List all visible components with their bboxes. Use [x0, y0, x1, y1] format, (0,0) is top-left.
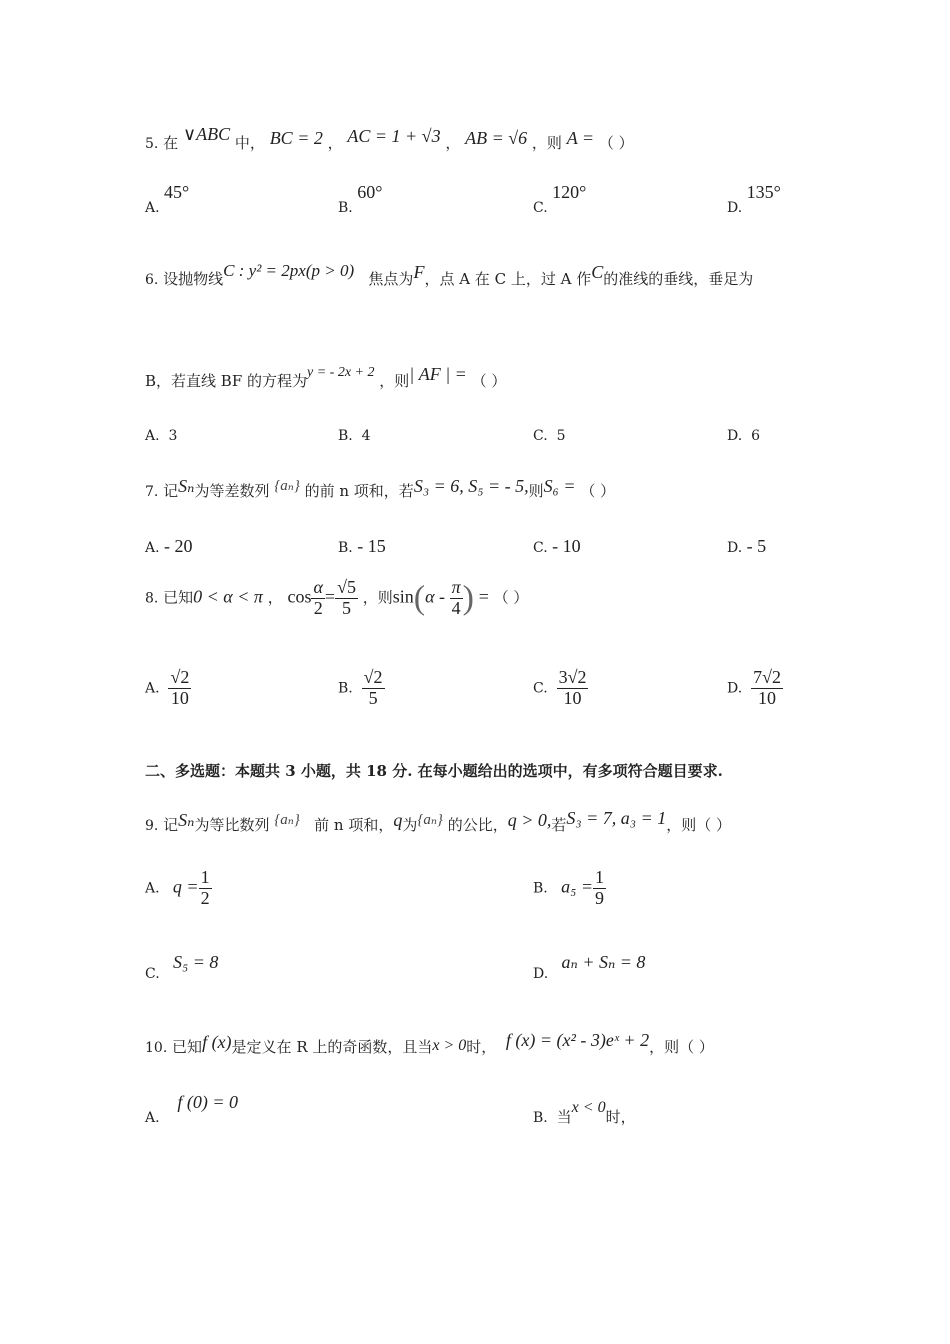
q9-cond: S₃ = 7, a₃ = 1 — [566, 808, 667, 828]
option-value: - 15 — [357, 536, 386, 556]
option-num: √2 — [363, 667, 383, 687]
q6-option-a — [145, 428, 177, 444]
q8-sin: sin — [392, 586, 414, 607]
q5-ac: AC = 1 + √3 — [347, 126, 441, 146]
q7-an: {aₙ} — [274, 478, 300, 494]
q9-number: 9. — [145, 818, 159, 834]
option-label: B. — [533, 880, 548, 897]
option-value: S₅ = 8 — [173, 952, 219, 972]
option-value: 135° — [746, 182, 781, 202]
q8-option-d — [727, 668, 783, 709]
q9-qcond: q > 0, — [507, 810, 552, 830]
option-value: 3 — [168, 428, 178, 444]
q5-ask: A = — [566, 128, 595, 148]
q7-sn: Sₙ — [178, 476, 195, 496]
option-value: 4 — [361, 428, 371, 444]
option-den: 10 — [758, 687, 777, 708]
q8-rhs-num: √5 — [337, 577, 356, 597]
q6-c: C — [591, 262, 604, 282]
option-value: - 20 — [164, 536, 193, 556]
q6-text3: ，点 A 在 C 上，过 A 作 — [424, 270, 592, 288]
q8-sin-in: α - — [425, 586, 450, 607]
q7-t3: 的前 n 项和，若 — [304, 482, 414, 500]
option-value: 45° — [164, 182, 190, 202]
q7-option-d — [727, 536, 766, 557]
option-label: A. — [145, 428, 160, 444]
q5-option-a — [145, 182, 190, 217]
q7-option-c — [533, 536, 581, 557]
q6-option-d — [727, 428, 760, 444]
q10-t3: 时， — [466, 1038, 497, 1056]
option-label: B. — [338, 428, 353, 444]
option-den: 10 — [563, 687, 582, 708]
q8-option-c — [533, 668, 588, 709]
q7-option-a — [145, 536, 193, 557]
q7-line — [145, 476, 616, 501]
q8-lparen: ( — [413, 579, 426, 617]
option-label: A. — [145, 680, 160, 697]
option-frac — [168, 668, 191, 709]
q9-option-c — [145, 952, 219, 983]
q8-t1: 已知 — [163, 588, 194, 607]
q6-paren: （ ） — [471, 372, 507, 390]
q5-ab: AB = √6 — [465, 128, 528, 148]
q8-t2: ，则 — [362, 588, 393, 607]
option-label: D. — [727, 680, 743, 697]
q8-cos: cos — [287, 586, 312, 607]
q6-number: 6. — [145, 272, 159, 288]
q8-pi-den: 4 — [451, 597, 461, 618]
q6-text2: 焦点为 — [368, 270, 414, 288]
option-frac — [593, 868, 606, 909]
q10-formula: f (x) = (x² - 3)eˣ + 2 — [505, 1030, 650, 1050]
option-label: C. — [533, 680, 548, 697]
option-label: A. — [145, 1110, 160, 1126]
q10-number: 10. — [145, 1040, 168, 1056]
option-value: 60° — [357, 182, 383, 202]
q6-option-c — [533, 428, 566, 444]
option-label: D. — [533, 966, 549, 982]
q6-text1: 设抛物线 — [163, 270, 224, 288]
option-num: √2 — [170, 667, 190, 687]
option-label: A. — [145, 200, 160, 216]
q5-option-c — [533, 182, 587, 217]
option-num: 1 — [200, 867, 210, 887]
q8-eq: = — [324, 586, 336, 607]
q5-option-d — [727, 182, 781, 217]
q8-cos-num: α — [313, 577, 323, 597]
q5-prefix: 在 — [163, 134, 179, 152]
option-frac — [199, 868, 212, 909]
option-value: f (0) = 0 — [177, 1092, 239, 1112]
option-label: B. — [533, 1110, 548, 1126]
q8-paren: （ ） — [493, 588, 529, 607]
q6-focus: F — [413, 262, 425, 282]
option-b-cond: x < 0 — [571, 1099, 606, 1116]
q9-t6: 若 — [551, 816, 567, 834]
q10-fx: f (x) — [202, 1032, 232, 1052]
option-num: 1 — [595, 867, 605, 887]
option-label: C. — [145, 966, 160, 982]
q8-cos-frac — [311, 578, 324, 619]
q9-an2: {aₙ} — [417, 812, 443, 828]
q10-t2: 是定义在 R 上的奇函数，且当 — [231, 1038, 433, 1056]
q6-line1 — [145, 261, 754, 289]
q5-number: 5. — [145, 136, 159, 152]
option-value: 5 — [556, 428, 566, 444]
q10-t4: ，则（ ） — [649, 1038, 714, 1056]
option-frac — [362, 668, 385, 709]
q8-cos-den: 2 — [313, 597, 323, 618]
q6-option-b — [338, 428, 371, 444]
q9-option-d — [533, 952, 646, 983]
q5-line: 5. 在 ∨ABC 中， BC = 2 ， AC = 1 + √3 ， AB = √6 ，则 A = （ ） — [145, 124, 634, 152]
option-num: 3√2 — [558, 667, 587, 687]
q9-t1: 记 — [163, 816, 179, 834]
q8-cond: 0 < α < π — [193, 586, 263, 607]
q8-pi-frac — [450, 578, 463, 619]
q6-line-eq: y = - 2x + 2 — [307, 365, 375, 380]
option-num: 7√2 — [753, 667, 781, 687]
option-label: D. — [727, 200, 743, 216]
q9-sn: Sₙ — [178, 810, 195, 830]
q9-line — [145, 808, 731, 835]
q9-t2: 为等比数列 — [194, 816, 270, 834]
q7-t1: 记 — [163, 482, 179, 500]
option-value: 6 — [751, 428, 761, 444]
option-frac — [557, 668, 589, 709]
option-label: B. — [338, 680, 353, 697]
option-label: D. — [727, 540, 743, 556]
q9-t3: 前 n 项和， — [314, 816, 394, 834]
option-den: 2 — [200, 887, 210, 908]
option-value: 120° — [552, 182, 587, 202]
q7-cond: S₃ = 6, S₅ = - 5, — [413, 476, 529, 496]
option-b-t1: 当 — [556, 1108, 572, 1126]
q10-option-a — [145, 1092, 239, 1127]
option-label: C. — [533, 200, 548, 216]
q6-line2 — [145, 364, 507, 391]
option-label: A. — [145, 540, 160, 556]
option-value: - 10 — [552, 536, 581, 556]
q6-text4: 的准线的垂线，垂足为 — [603, 270, 754, 288]
q6-parabola: C : y² = 2px(p > 0) — [223, 261, 355, 280]
q7-t2: 为等差数列 — [194, 482, 270, 500]
q9-t5: 的公比， — [447, 816, 508, 834]
q8-rhs-frac — [335, 578, 358, 619]
q10-option-b — [533, 1099, 636, 1127]
q9-an: {aₙ} — [274, 812, 300, 828]
q8-option-b — [338, 668, 385, 709]
q10-t1: 已知 — [172, 1038, 203, 1056]
option-b-t2: 时， — [605, 1108, 636, 1126]
q9-q: q — [393, 810, 403, 830]
q5-then: ，则 — [531, 134, 562, 152]
option-den: 5 — [368, 687, 378, 708]
q8-option-a — [145, 668, 191, 709]
q7-number: 7. — [145, 484, 159, 500]
option-label: D. — [727, 428, 743, 444]
option-frac — [751, 668, 783, 709]
q10-xcond: x > 0 — [432, 1037, 467, 1054]
q5-triangle: ∨ABC — [182, 124, 231, 144]
q7-paren: （ ） — [580, 482, 616, 500]
option-label: B. — [338, 540, 353, 556]
q5-mid: 中， — [234, 134, 265, 152]
q8-rparen: ) — [462, 579, 474, 617]
option-label: C. — [533, 540, 548, 556]
option-den: 10 — [170, 687, 189, 708]
q5-bc: BC = 2 — [269, 128, 323, 148]
q5-paren: （ ） — [598, 134, 634, 152]
q8-rhs-den: 5 — [342, 597, 352, 618]
q10-line — [145, 1030, 714, 1057]
q6-line2b: ，则 — [379, 372, 410, 390]
option-value: - 5 — [746, 536, 767, 556]
option-den: 9 — [595, 887, 605, 908]
option-lhs: q = — [172, 876, 199, 897]
q7-option-b — [338, 536, 386, 557]
q8-number: 8. — [145, 590, 159, 607]
option-label: A. — [145, 880, 160, 897]
q7-s6: S₆ = — [543, 476, 576, 496]
q9-t7: ，则（ ） — [666, 816, 731, 834]
q8-pi-num: π — [451, 577, 461, 597]
section-heading: 二、多选题：本题共 3 小题，共 18 分. 在每小题给出的选项中，有多项符合题目要求. — [145, 762, 723, 780]
q7-t4: 则 — [528, 482, 544, 500]
q6-line2a: B，若直线 BF 的方程为 — [145, 372, 307, 390]
q5-option-b — [338, 182, 383, 217]
option-label: B. — [338, 200, 353, 216]
option-lhs: a₅ = — [561, 876, 594, 897]
q9-option-b — [533, 868, 606, 909]
q8-line: 8. 已知0 < α < π ， cos $\frac{\alpha}{2}$ = $\frac{√5}{5}$ ，则sin(α - $\frac{\pi}{4}$ ) = （ ） — [145, 577, 529, 618]
q9-option-a — [145, 868, 212, 909]
option-value: aₙ + Sₙ = 8 — [561, 952, 646, 972]
q9-t4: 为 — [402, 816, 418, 834]
option-label: C. — [533, 428, 548, 444]
q6-af: | AF | = — [409, 364, 467, 384]
q8-sin-eq: = — [478, 586, 489, 607]
